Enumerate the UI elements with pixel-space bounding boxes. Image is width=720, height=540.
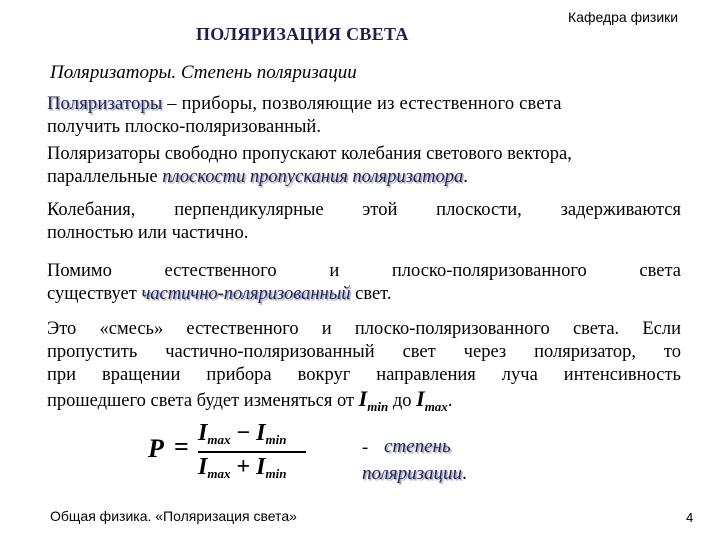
page-title: ПОЛЯРИЗАЦИЯ СВЕТА (196, 24, 409, 44)
mixture-line-1: Это «смесь» естественного и плоско-поляризованного света. Если (47, 319, 681, 339)
transmission-prefix: параллельные (47, 167, 163, 187)
degree-label-line-2: поляризации. (362, 463, 467, 484)
perpendicular-line-1: Колебания, перпендикулярные этой плоскости, задерживаются (47, 200, 681, 220)
intensity-max: $I_{max}$ (416, 386, 448, 414)
degree-of-polarization-formula (148, 420, 318, 486)
between-word: до (388, 391, 417, 411)
paragraph-perpendicular (47, 199, 681, 245)
transmission-line-1: Поляризаторы свободно пропускают колебания светового вектора, (47, 144, 572, 164)
partial-line-1: Помимо естественного и плоско-поляризованного света (47, 261, 681, 281)
page-number: 4 (686, 510, 694, 525)
mixture-line-2: пропустить частично-поляризованный свет через поляризатор, то (47, 342, 681, 362)
footer-course-title: Общая физика. «Поляризация света» (50, 508, 297, 524)
department-label: Кафедра физики (568, 9, 679, 25)
term-transmission-plane: плоскости пропускания поляризатора (162, 167, 464, 187)
formula-equals: = (174, 432, 189, 461)
paragraph-partial-polarization (47, 260, 681, 306)
fraction-bar (198, 451, 306, 453)
paragraph-mixture: Это «смесь» естественного и плоско-поляризованного света. Если пропустить частично-поляризованный свет через поляризатор, то при вращении прибора вокруг направления луча интенсивность прошедшего света будет изменяться от $I_{min}$ до $I_{max}$. (47, 319, 681, 414)
term-polarizers: Поляризаторы (47, 94, 163, 114)
definition-text: – приборы, позволяющие из естественного света (162, 94, 562, 114)
formula-dash: - (362, 438, 369, 458)
transmission-suffix: . (463, 167, 468, 187)
partial-suffix: свет. (350, 284, 392, 304)
mixture-line-3: при вращении прибора вокруг направления луча интенсивность (47, 365, 681, 385)
term-partially-polarized: частично-поляризованный (141, 284, 351, 304)
perpendicular-line-2: полностью или частично. (47, 223, 249, 243)
definition-line-2: получить плоско-поляризованный. (47, 117, 321, 137)
intensity-min: $I_{min}$ (358, 386, 389, 414)
section-subtitle: Поляризаторы. Степень поляризации (50, 62, 357, 83)
formula-denominator: $I_{max} + I_{min}$ (198, 454, 287, 481)
paragraph-transmission-plane (47, 143, 681, 189)
mixture-line-4: прошедшего света будет изменяться от (47, 391, 359, 411)
degree-label-line-1: степень (384, 436, 451, 457)
partial-prefix: существует (47, 284, 142, 304)
paragraph-polarizers-definition (47, 93, 681, 139)
formula-numerator: $I_{max} - I_{min}$ (198, 420, 287, 447)
formula-P: P (148, 434, 164, 463)
